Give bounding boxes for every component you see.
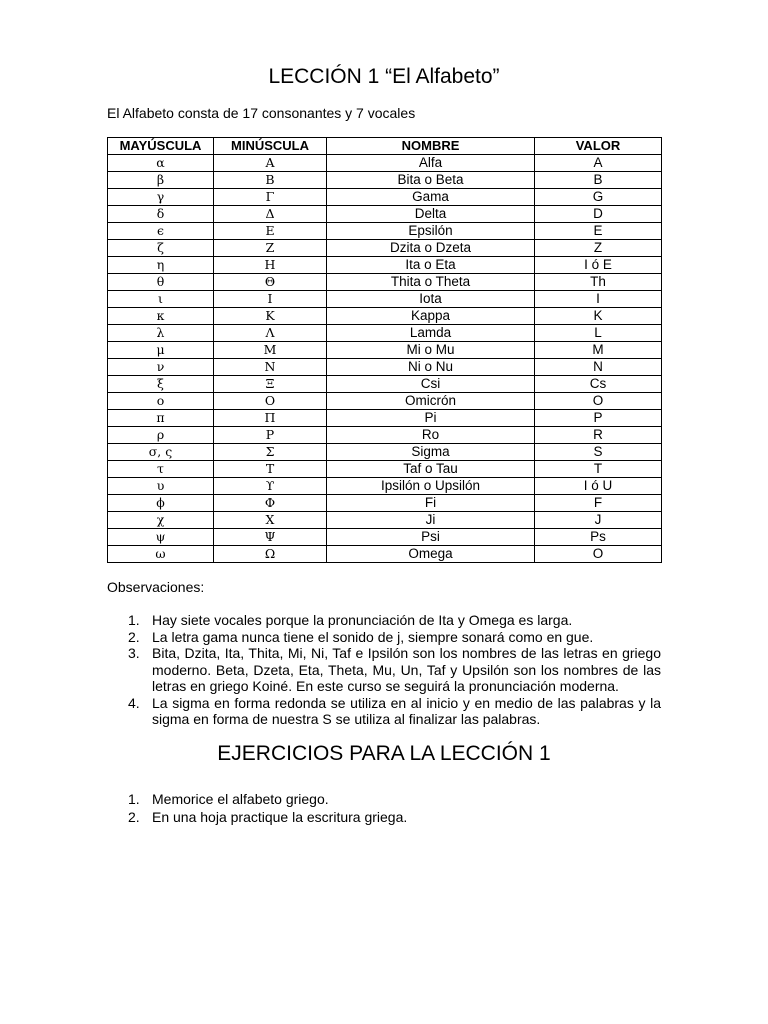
cell-minuscula: Σ — [214, 444, 327, 461]
cell-valor: G — [535, 189, 662, 206]
cell-nombre: Csi — [327, 376, 535, 393]
table-row — [108, 546, 662, 563]
alphabet-table-body — [108, 155, 662, 563]
cell-minuscula: Δ — [214, 206, 327, 223]
list-item — [107, 695, 661, 728]
cell-valor: I ó U — [535, 478, 662, 495]
cell-valor: B — [535, 172, 662, 189]
cell-nombre: Psi — [327, 529, 535, 546]
cell-valor: A — [535, 155, 662, 172]
cell-minuscula: Β — [214, 172, 327, 189]
cell-valor: Th — [535, 274, 662, 291]
cell-nombre: Mi o Mu — [327, 342, 535, 359]
header-nombre: NOMBRE — [327, 138, 535, 155]
table-row — [108, 444, 662, 461]
cell-minuscula: Ι — [214, 291, 327, 308]
cell-nombre: Ji — [327, 512, 535, 529]
cell-mayuscula: ψ — [108, 529, 214, 546]
cell-mayuscula: σ, ς — [108, 444, 214, 461]
cell-mayuscula: ρ — [108, 427, 214, 444]
cell-valor: S — [535, 444, 662, 461]
list-item-number: 4. — [128, 694, 140, 711]
list-item-number: 2. — [128, 628, 140, 645]
cell-mayuscula: θ — [108, 274, 214, 291]
cell-nombre: Fi — [327, 495, 535, 512]
table-row — [108, 274, 662, 291]
cell-mayuscula: υ — [108, 478, 214, 495]
cell-valor: I ó E — [535, 257, 662, 274]
page-title: LECCIÓN 1 “El Alfabeto” — [268, 65, 500, 88]
table-row — [108, 461, 662, 478]
cell-minuscula: Λ — [214, 325, 327, 342]
table-row — [108, 359, 662, 376]
cell-minuscula: Ω — [214, 546, 327, 563]
cell-valor: M — [535, 342, 662, 359]
list-item — [107, 629, 661, 646]
cell-nombre: Gama — [327, 189, 535, 206]
list-item-number: 1. — [128, 791, 140, 807]
cell-mayuscula: α — [108, 155, 214, 172]
table-row — [108, 223, 662, 240]
list-item-text: La letra gama nunca tiene el sonido de j, siempre sonará como en gue. — [152, 628, 594, 645]
cell-mayuscula: ο — [108, 393, 214, 410]
table-row — [108, 427, 662, 444]
table-row — [108, 342, 662, 359]
header-valor: VALOR — [535, 138, 662, 155]
cell-nombre: Epsilón — [327, 223, 535, 240]
cell-valor: O — [535, 546, 662, 563]
cell-minuscula: Ζ — [214, 240, 327, 257]
cell-mayuscula: η — [108, 257, 214, 274]
table-row — [108, 257, 662, 274]
table-row — [108, 172, 662, 189]
cell-mayuscula: κ — [108, 308, 214, 325]
table-row — [108, 206, 662, 223]
cell-mayuscula: ω — [108, 546, 214, 563]
list-item — [107, 808, 661, 826]
cell-minuscula: Φ — [214, 495, 327, 512]
cell-mayuscula: ι — [108, 291, 214, 308]
cell-nombre: Iota — [327, 291, 535, 308]
cell-minuscula: Κ — [214, 308, 327, 325]
cell-minuscula: ϒ — [214, 478, 327, 495]
cell-minuscula: Μ — [214, 342, 327, 359]
table-row — [108, 410, 662, 427]
list-item — [107, 612, 661, 629]
cell-minuscula: Ψ — [214, 529, 327, 546]
cell-minuscula: Ν — [214, 359, 327, 376]
cell-minuscula: Τ — [214, 461, 327, 478]
cell-mayuscula: ξ — [108, 376, 214, 393]
header-minuscula: MINÚSCULA — [214, 138, 327, 155]
cell-nombre: Omicrón — [327, 393, 535, 410]
cell-minuscula: Ρ — [214, 427, 327, 444]
table-row — [108, 155, 662, 172]
list-item-text: Hay siete vocales porque la pronunciación de Ita y Omega es larga. — [152, 612, 573, 628]
table-row — [108, 512, 662, 529]
cell-minuscula: Ε — [214, 223, 327, 240]
cell-minuscula: Ξ — [214, 376, 327, 393]
cell-nombre: Lamda — [327, 325, 535, 342]
table-row — [108, 240, 662, 257]
table-row — [108, 325, 662, 342]
cell-mayuscula: δ — [108, 206, 214, 223]
list-item-number: 2. — [128, 809, 140, 825]
cell-mayuscula: π — [108, 410, 214, 427]
cell-minuscula: Α — [214, 155, 327, 172]
cell-nombre: Taf o Tau — [327, 461, 535, 478]
cell-valor: O — [535, 393, 662, 410]
header-mayuscula: MAYÚSCULA — [108, 138, 214, 155]
cell-mayuscula: ϕ — [108, 495, 214, 512]
cell-nombre: Delta — [327, 206, 535, 223]
observations-label: Observaciones: — [107, 579, 205, 595]
cell-nombre: Pi — [327, 410, 535, 427]
list-item-text: La sigma en forma redonda se utiliza en al inicio y en medio de las palabras y la sigma en forma de nuestra S se utiliza al finalizar las palabras. — [152, 694, 661, 727]
cell-mayuscula: ϵ — [108, 223, 214, 240]
list-item — [107, 645, 661, 695]
cell-valor: I — [535, 291, 662, 308]
list-item-text: Memorice el alfabeto griego. — [152, 791, 329, 807]
cell-minuscula: Ο — [214, 393, 327, 410]
cell-valor: R — [535, 427, 662, 444]
cell-nombre: Ni o Nu — [327, 359, 535, 376]
cell-mayuscula: ν — [108, 359, 214, 376]
cell-minuscula: Θ — [214, 274, 327, 291]
cell-nombre: Ita o Eta — [327, 257, 535, 274]
cell-nombre: Dzita o Dzeta — [327, 240, 535, 257]
cell-valor: P — [535, 410, 662, 427]
cell-nombre: Ipsilón o Upsilón — [327, 478, 535, 495]
exercises-title: EJERCICIOS PARA LA LECCIÓN 1 — [217, 742, 551, 765]
cell-minuscula: Η — [214, 257, 327, 274]
table-row — [108, 393, 662, 410]
cell-mayuscula: τ — [108, 461, 214, 478]
cell-mayuscula: β — [108, 172, 214, 189]
cell-minuscula: Χ — [214, 512, 327, 529]
cell-valor: L — [535, 325, 662, 342]
table-row — [108, 376, 662, 393]
table-row — [108, 495, 662, 512]
cell-valor: Cs — [535, 376, 662, 393]
cell-valor: N — [535, 359, 662, 376]
alphabet-table — [107, 137, 662, 563]
observations-list — [107, 612, 661, 728]
cell-mayuscula: ζ — [108, 240, 214, 257]
table-row — [108, 291, 662, 308]
list-item — [107, 790, 661, 808]
cell-valor: K — [535, 308, 662, 325]
list-item-text: En una hoja practique la escritura griega. — [152, 809, 408, 825]
cell-minuscula: Π — [214, 410, 327, 427]
table-header-row — [108, 138, 662, 155]
cell-mayuscula: γ — [108, 189, 214, 206]
cell-valor: D — [535, 206, 662, 223]
list-item-number: 3. — [128, 645, 140, 661]
table-row — [108, 189, 662, 206]
cell-nombre: Kappa — [327, 308, 535, 325]
cell-minuscula: Γ — [214, 189, 327, 206]
cell-valor: F — [535, 495, 662, 512]
cell-nombre: Alfa — [327, 155, 535, 172]
cell-nombre: Ro — [327, 427, 535, 444]
list-item-number: 1. — [128, 612, 140, 628]
cell-nombre: Sigma — [327, 444, 535, 461]
cell-nombre: Omega — [327, 546, 535, 563]
cell-mayuscula: χ — [108, 512, 214, 529]
cell-valor: T — [535, 461, 662, 478]
list-item-text: Bita, Dzita, Ita, Thita, Mi, Ni, Taf e Ipsilón son los nombres de las letras en griego moderno. Beta, Dzeta, Eta, Theta, Mu, Un, Taf y Upsilón son los nombres de las letras en griego Koiné. En este curso se seguirá la pronunciación moderna. — [152, 645, 661, 694]
cell-valor: J — [535, 512, 662, 529]
cell-mayuscula: λ — [108, 325, 214, 342]
intro-text: El Alfabeto consta de 17 consonantes y 7 vocales — [107, 105, 416, 121]
table-row — [108, 308, 662, 325]
cell-nombre: Thita o Theta — [327, 274, 535, 291]
cell-nombre: Bita o Beta — [327, 172, 535, 189]
exercises-list — [107, 790, 661, 826]
table-row — [108, 478, 662, 495]
cell-valor: E — [535, 223, 662, 240]
cell-mayuscula: μ — [108, 342, 214, 359]
table-row — [108, 529, 662, 546]
cell-valor: Z — [535, 240, 662, 257]
cell-valor: Ps — [535, 529, 662, 546]
